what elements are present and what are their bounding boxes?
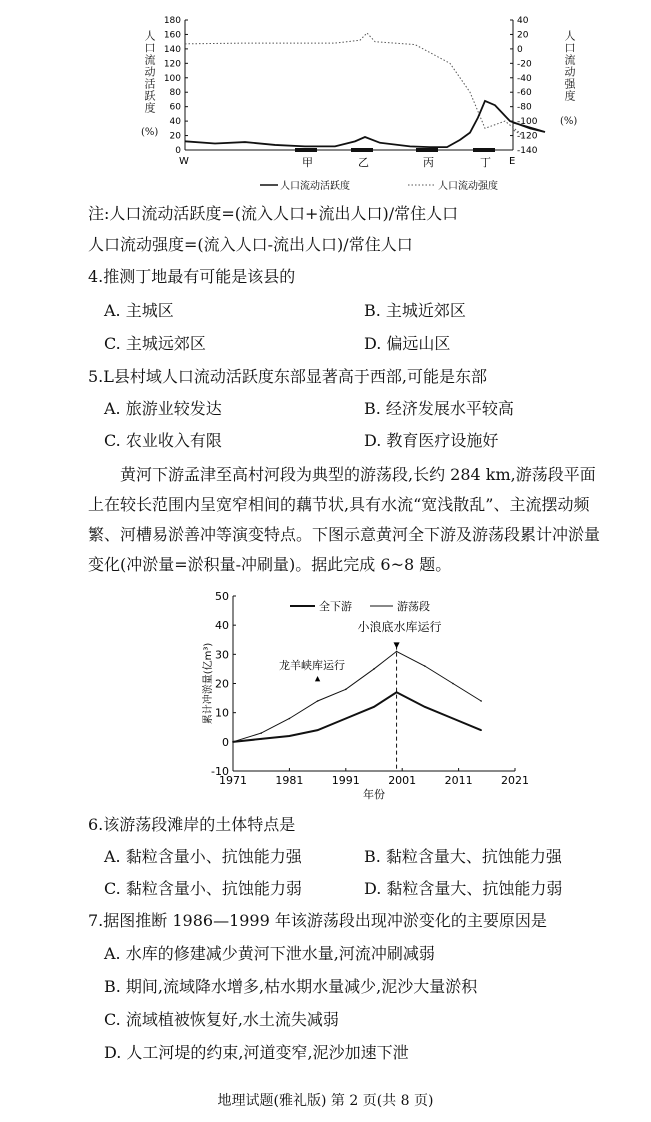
right-axis-unit: (%) [560, 116, 578, 127]
left-tick-label: 140 [163, 44, 181, 55]
page-footer: 地理试题(雅礼版) 第 2 页(共 8 页) [217, 1093, 434, 1109]
right-tick-label: -20 [517, 59, 532, 70]
q5-option-b[interactable]: B. 经济发展水平较高 [364, 399, 514, 418]
q7-stem: 7.据图推断 1986—1999 年该游荡段出现冲淤变化的主要原因是 [88, 911, 547, 930]
y-tick-label: 40 [215, 619, 229, 633]
series-wander-point [480, 700, 482, 702]
left-tick-label: 0 [175, 146, 181, 156]
place-marker [295, 148, 317, 152]
place-label: 甲 [302, 156, 313, 169]
q7-option-b[interactable]: B. 期间,流域降水增多,枯水期水量减少,泥沙大量淤积 [104, 977, 478, 996]
series-wander-point [232, 741, 234, 743]
x-tick-label: 2021 [501, 774, 529, 787]
x-tick-label: 1981 [275, 774, 304, 787]
right-tick-label: -40 [517, 73, 532, 84]
q7-option-d[interactable]: D. 人工河堤的约束,河道变窄,泥沙加速下泄 [104, 1043, 409, 1062]
q4-option-d[interactable]: D. 偏远山区 [364, 334, 451, 353]
note-intensity-definition: 人口流动强度=(流入人口-流出人口)/常住人口 [88, 235, 413, 254]
left-tick-label: 180 [163, 16, 181, 26]
y-tick-label: 10 [215, 706, 229, 720]
intensity-line [185, 33, 525, 137]
q5-stem: 5.L县村域人口流动活跃度东部显著高于西部,可能是东部 [88, 367, 487, 386]
x-tick-label: 1971 [219, 774, 247, 787]
series-wander-point [373, 668, 375, 670]
series-wander-point [317, 700, 319, 702]
population-flow-chart [130, 10, 560, 200]
place-marker [416, 148, 438, 152]
left-tick-label: 80 [169, 88, 181, 99]
series-all-line [233, 692, 481, 742]
y-tick-label: 20 [215, 677, 229, 691]
left-tick-label: 100 [163, 73, 181, 84]
passage-line: 上在较长范围内呈宽窄相间的藕节状,具有水流“宽浅散乱”、主流摆动频 [88, 495, 590, 514]
q5-option-c[interactable]: C. 农业收入有限 [104, 431, 222, 450]
passage-line: 黄河下游孟津至高村河段为典型的游荡段,长约 284 km,游荡段平面 [120, 465, 596, 484]
series-wander-point [260, 732, 262, 734]
q7-option-a[interactable]: A. 水库的修建减少黄河下泄水量,河流冲刷减弱 [104, 944, 435, 963]
left-tick-label: 40 [169, 117, 181, 128]
series-all-point [345, 718, 347, 720]
q4-option-a[interactable]: A. 主城区 [104, 301, 174, 320]
right-tick-label: 40 [517, 16, 529, 26]
right-tick-label: 0 [517, 44, 523, 55]
y-tick-label: 0 [222, 735, 229, 749]
series-all-point [452, 718, 454, 720]
x-tick-label: 2011 [444, 774, 473, 787]
annotation-longyangxia-arrow: ▲ [314, 674, 321, 683]
y-tick-label: 50 [215, 590, 229, 603]
x-end-label: E [509, 156, 516, 167]
x-axis-label: 年份 [363, 788, 385, 801]
q6-option-a[interactable]: A. 黏粒含量小、抗蚀能力强 [104, 847, 302, 866]
legend-activity-label: 人口流动活跃度 [280, 181, 350, 192]
q7-option-c[interactable]: C. 流域植被恢复好,水土流失减弱 [104, 1010, 339, 1029]
series-all-point [317, 729, 319, 731]
place-label: 丙 [423, 156, 434, 169]
annotation-xiaolangdi: 小浪底水库运行 [357, 620, 442, 634]
right-tick-label: -60 [517, 88, 532, 99]
q6-option-b[interactable]: B. 黏粒含量大、抗蚀能力强 [364, 847, 562, 866]
legend-intensity-label: 人口流动强度 [438, 181, 498, 192]
series-all-point [396, 691, 398, 693]
passage-line: 变化(冲淤量=淤积量-冲刷量)。据此完成 6~8 题。 [88, 555, 452, 574]
place-label: 丁 [480, 156, 491, 169]
left-axis-unit: (%) [141, 127, 159, 138]
x-tick-label: 1991 [331, 774, 360, 787]
left-axis-label: 人口流动活跃度 [143, 30, 156, 114]
series-all-point [424, 706, 426, 708]
series-wander-point [289, 718, 291, 720]
q6-option-c[interactable]: C. 黏粒含量小、抗蚀能力弱 [104, 879, 302, 898]
y-tick-label: 30 [215, 648, 229, 662]
right-tick-label: -120 [517, 131, 538, 142]
left-tick-label: 160 [163, 30, 181, 41]
annotation-longyangxia: 龙羊峡库运行 [278, 658, 345, 672]
y-tick-label: -10 [211, 765, 229, 778]
series-wander-line [233, 651, 481, 741]
left-tick-label: 20 [169, 131, 181, 142]
q6-option-d[interactable]: D. 黏粒含量大、抗蚀能力弱 [364, 879, 563, 898]
q4-stem: 4.推测丁地最有可能是该县的 [88, 267, 296, 286]
place-label: 乙 [358, 156, 369, 169]
y-axis-label: 累计冲淤量(亿m³) [203, 642, 214, 725]
right-tick-label: 20 [517, 30, 529, 41]
reading-passage [88, 460, 618, 580]
left-tick-label: 120 [163, 59, 181, 70]
passage-line: 繁、河槽易淤善冲等演变特点。下图示意黄河全下游及游荡段累计冲淤量 [88, 525, 601, 544]
population-flow-chart-svg [130, 10, 560, 200]
q4-option-c[interactable]: C. 主城远郊区 [104, 334, 206, 353]
x-tick-label: 2001 [388, 774, 417, 787]
sediment-chart [195, 588, 535, 813]
legend-wander-label: 游荡段 [397, 600, 430, 613]
right-tick-label: -100 [517, 117, 538, 128]
right-tick-label: -80 [517, 102, 532, 113]
series-wander-point [396, 651, 398, 653]
activity-line [185, 101, 545, 147]
q5-option-a[interactable]: A. 旅游业较发达 [104, 399, 222, 418]
place-marker [351, 148, 373, 152]
note-activity-definition: 注:人口流动活跃度=(流入人口+流出人口)/常住人口 [88, 204, 459, 223]
sediment-chart-svg [195, 588, 535, 813]
series-wander-point [452, 683, 454, 685]
place-marker [473, 148, 495, 152]
series-all-point [260, 738, 262, 740]
q4-option-b[interactable]: B. 主城近郊区 [364, 301, 466, 320]
series-all-point [289, 735, 291, 737]
right-axis-label: 人口流动强度 [563, 30, 576, 102]
annotation-xiaolangdi-arrow: ▼ [393, 640, 400, 650]
q5-option-d[interactable]: D. 教育医疗设施好 [364, 431, 499, 450]
series-wander-point [345, 689, 347, 691]
right-tick-label: -140 [517, 146, 538, 156]
series-all-point [373, 706, 375, 708]
left-tick-label: 60 [169, 102, 181, 113]
x-start-label: W [179, 156, 189, 167]
q6-stem: 6.该游荡段滩岸的土体特点是 [88, 815, 296, 834]
legend-all-label: 全下游 [319, 600, 352, 613]
series-all-point [480, 729, 482, 731]
series-wander-point [424, 665, 426, 667]
